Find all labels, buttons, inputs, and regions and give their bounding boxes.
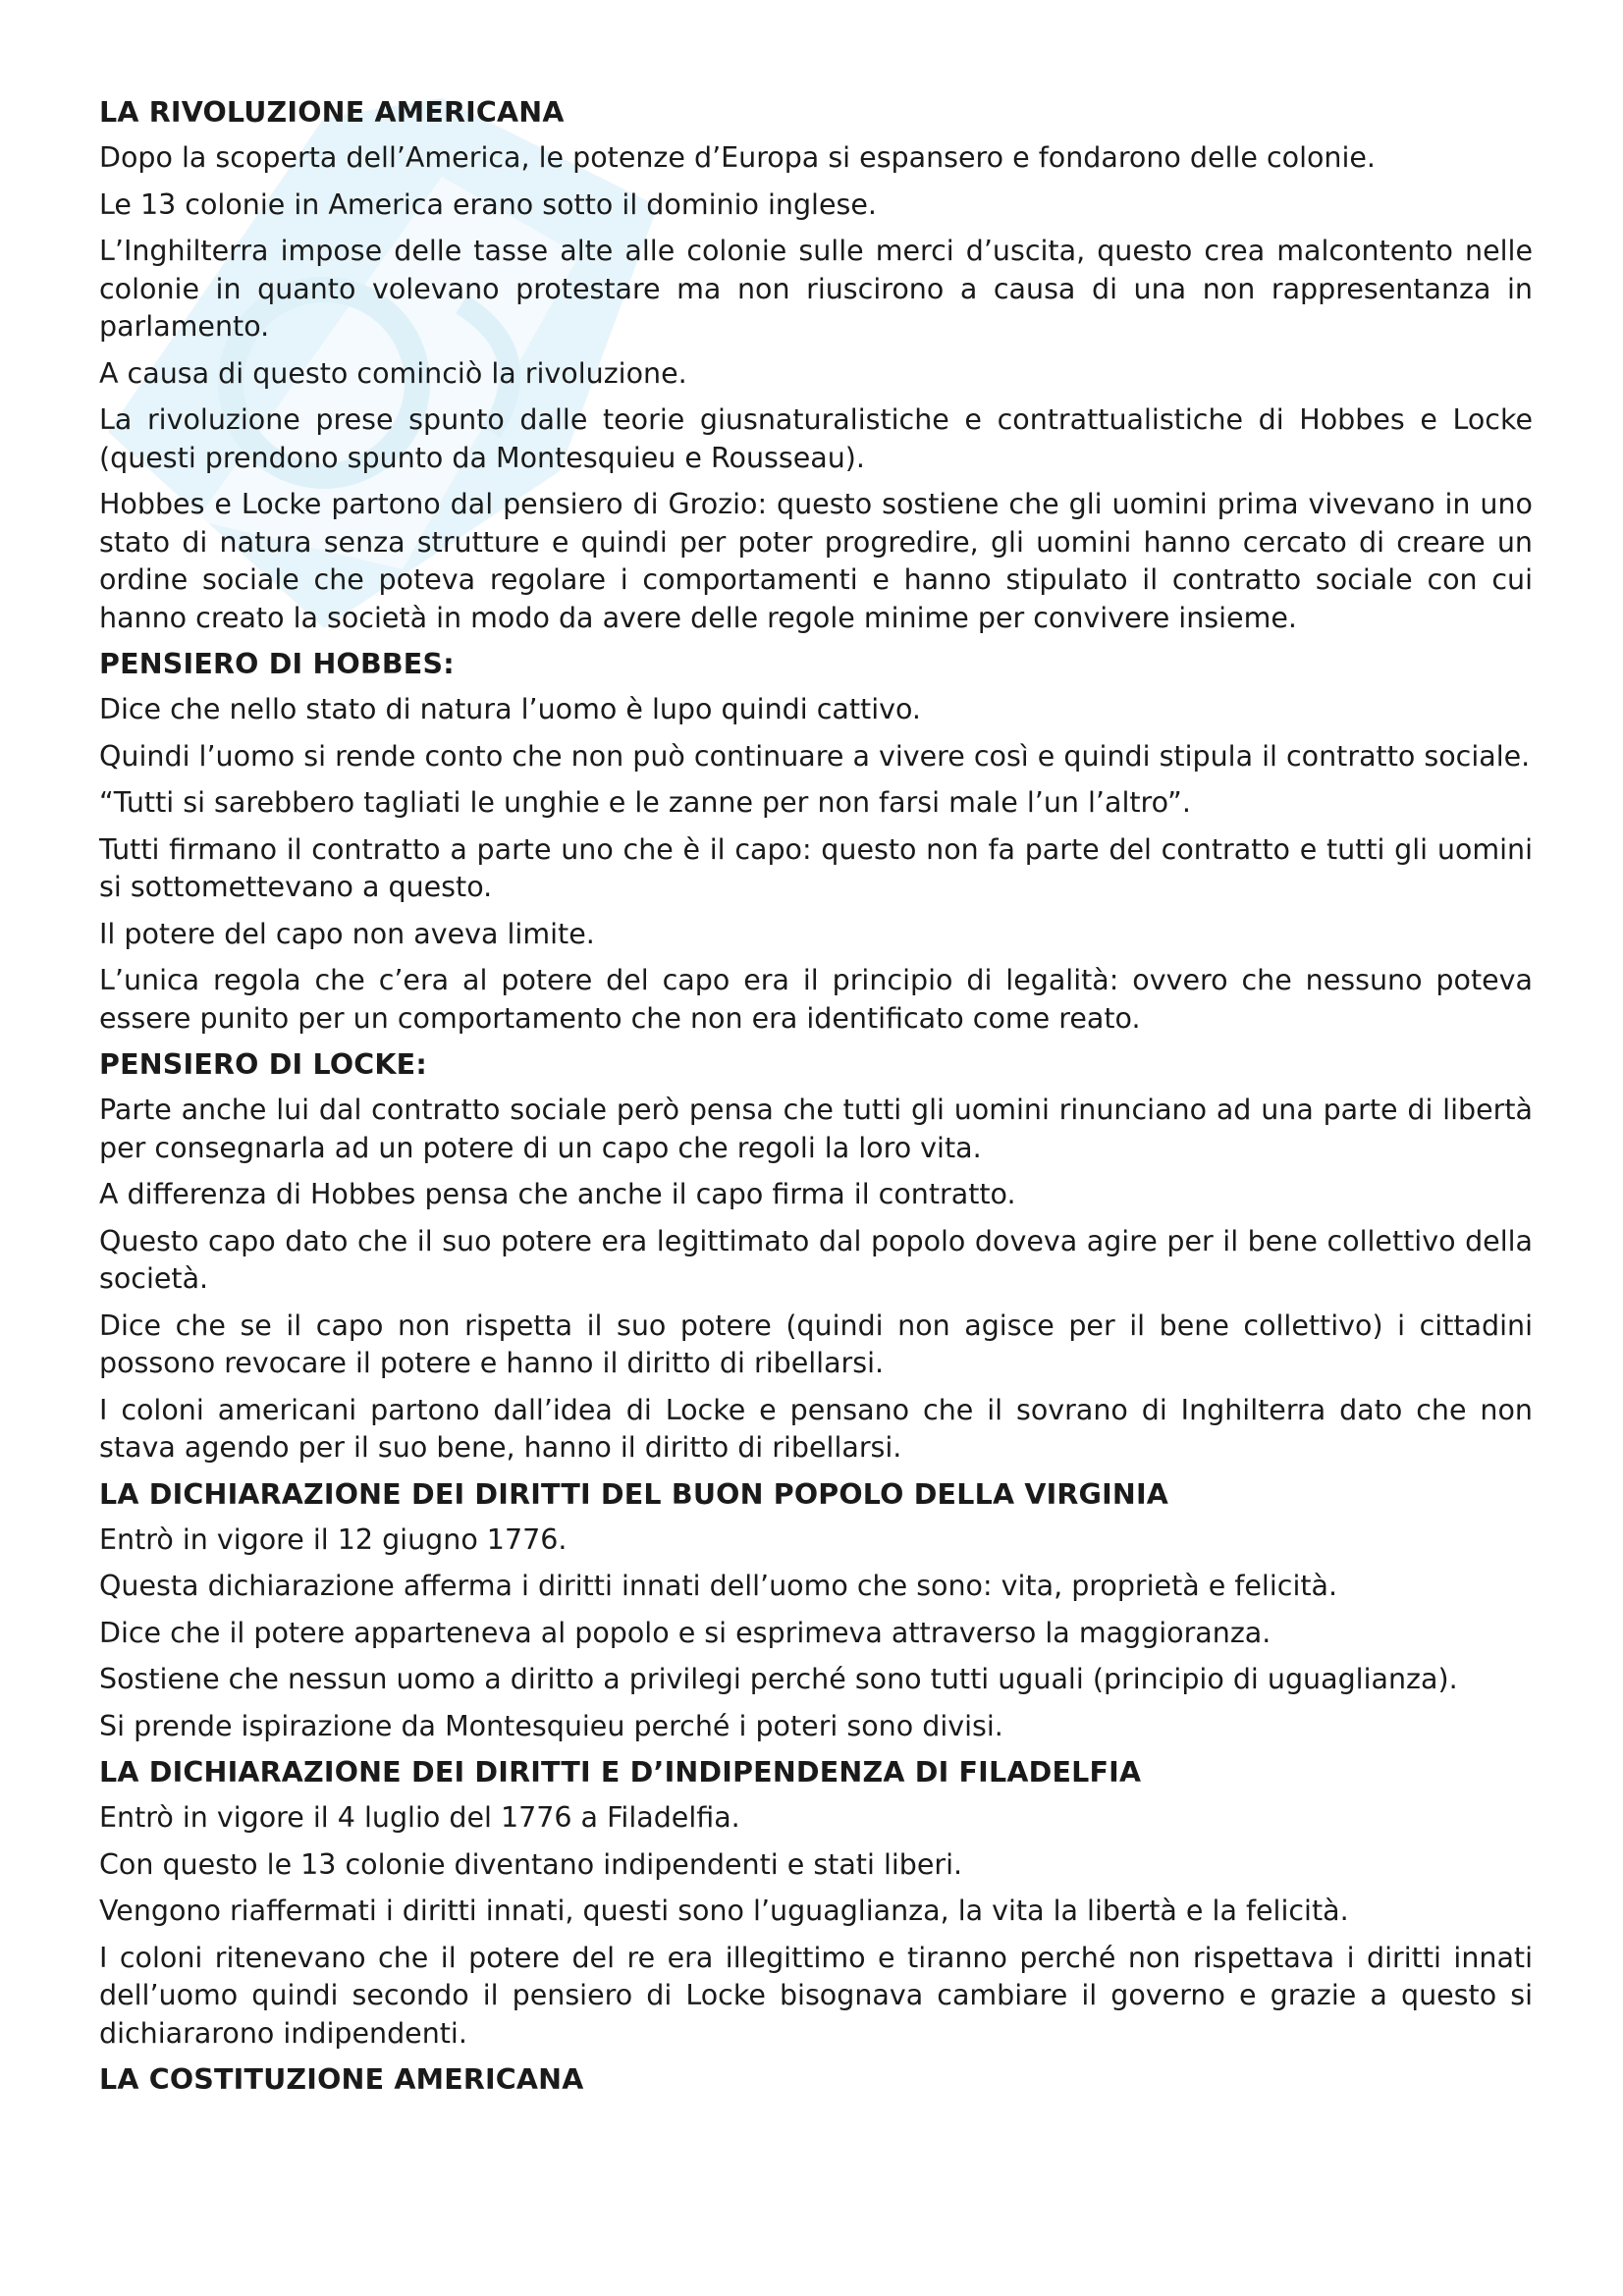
paragraph: Questa dichiarazione afferma i diritti innati dell’uomo che sono: vita, proprietà e felicità. [99, 1570, 1338, 1602]
paragraph: Sostiene che nessun uomo a diritto a privilegi perché sono tutti uguali (principio di uguaglianza). [99, 1663, 1458, 1695]
paragraph: A differenza di Hobbes pensa che anche il capo firma il contratto. [99, 1178, 1016, 1210]
paragraph: Dice che nello stato di natura l’uomo è lupo quindi cattivo. [99, 693, 921, 725]
paragraph: Questo capo dato che il suo potere era legittimato dal popolo doveva agire per il bene collettivo della società. [99, 1224, 1533, 1295]
paragraph: L’Inghilterra impose delle tasse alte alle colonie sulle merci d’uscita, questo crea malcontento nelle colonie in quanto volevano protestare ma non riuscirono a causa di una non rappresentanza in parlamento. [99, 235, 1533, 343]
paragraph: Con questo le 13 colonie diventano indipendenti e stati liberi. [99, 1847, 963, 1881]
paragraph: Vengono riaffermati i diritti innati, questi sono l’uguaglianza, la vita la libertà e la felicità. [99, 1895, 1349, 1927]
paragraph: I coloni ritenevano che il potere del re era illegittimo e tiranno perché non rispettava i diritti innati dell’uomo quindi secondo il pensiero di Locke bisognava cambiare il governo e grazie a questo si dichiararono indipendenti. [99, 1941, 1533, 2050]
paragraph: L’unica regola che c’era al potere del capo era il principio di legalità: ovvero che nessuno poteva essere punito per un comportamento che non era identificato come reato. [99, 964, 1533, 1035]
paragraph: Entrò in vigore il 4 luglio del 1776 a Filadelfia. [99, 1801, 740, 1834]
section-heading: PENSIERO DI HOBBES: [99, 648, 455, 680]
section-heading: LA COSTITUZIONE AMERICANA [99, 2063, 584, 2096]
paragraph: “Tutti si sarebbero tagliati le unghie e le zanne per non farsi male l’un l’altro”. [99, 786, 1191, 819]
section-heading: LA DICHIARAZIONE DEI DIRITTI DEL BUON POPOLO DELLA VIRGINIA [99, 1477, 1169, 1511]
paragraph: Entrò in vigore il 12 giugno 1776. [99, 1522, 568, 1556]
section-heading: LA DICHIARAZIONE DEI DIRITTI E D’INDIPENDENZA DI FILADELFIA [99, 1756, 1142, 1789]
paragraph: A causa di questo cominciò la rivoluzione. [99, 356, 687, 390]
paragraph: Tutti firmano il contratto a parte uno che è il capo: questo non fa parte del contratto e tutti gli uomini si sottomettevano a questo. [99, 832, 1533, 903]
paragraph: Parte anche lui dal contratto sociale però pensa che tutti gli uomini rinunciano ad una parte di libertà per consegnarla ad un potere di un capo che regoli la loro vita. [99, 1094, 1533, 1164]
paragraph: Si prende ispirazione da Montesquieu perché i poteri sono divisi. [99, 1709, 1003, 1742]
document-page [99, 94, 1533, 2107]
paragraph: Dice che il potere apparteneva al popolo e si esprimeva attraverso la maggioranza. [99, 1616, 1271, 1649]
paragraph: Hobbes e Locke partono dal pensiero di Grozio: questo sostiene che gli uomini prima vivevano in uno stato di natura senza strutture e quindi per poter progredire, gli uomini hanno cercato di creare un ordine sociale che poteva regolare i comportamenti e hanno stipulato il contratto sociale con cui hanno creato la società in modo da avere delle regole minime per convivere insieme. [99, 488, 1533, 634]
paragraph: I coloni americani partono dall’idea di Locke e pensano che il sovrano di Inghilterra dato che non stava agendo per il suo bene, hanno il diritto di ribellarsi. [99, 1393, 1533, 1464]
paragraph: La rivoluzione prese spunto dalle teorie giusnaturalistiche e contrattualistiche di Hobbes e Locke (questi prendono spunto da Montesquieu e Rousseau). [99, 403, 1533, 474]
section-heading: LA RIVOLUZIONE AMERICANA [99, 96, 565, 129]
section-heading: PENSIERO DI LOCKE: [99, 1048, 427, 1081]
paragraph: Dopo la scoperta dell’America, le potenze d’Europa si espansero e fondarono delle colonie. [99, 141, 1376, 174]
paragraph: Quindi l’uomo si rende conto che non può continuare a vivere così e quindi stipula il contratto sociale. [99, 739, 1531, 773]
paragraph: Le 13 colonie in America erano sotto il dominio inglese. [99, 187, 877, 221]
paragraph: Il potere del capo non aveva limite. [99, 917, 595, 950]
paragraph: Dice che se il capo non rispetta il suo potere (quindi non agisce per il bene collettivo) i cittadini possono revocare il potere e hanno il diritto di ribellarsi. [99, 1308, 1533, 1379]
